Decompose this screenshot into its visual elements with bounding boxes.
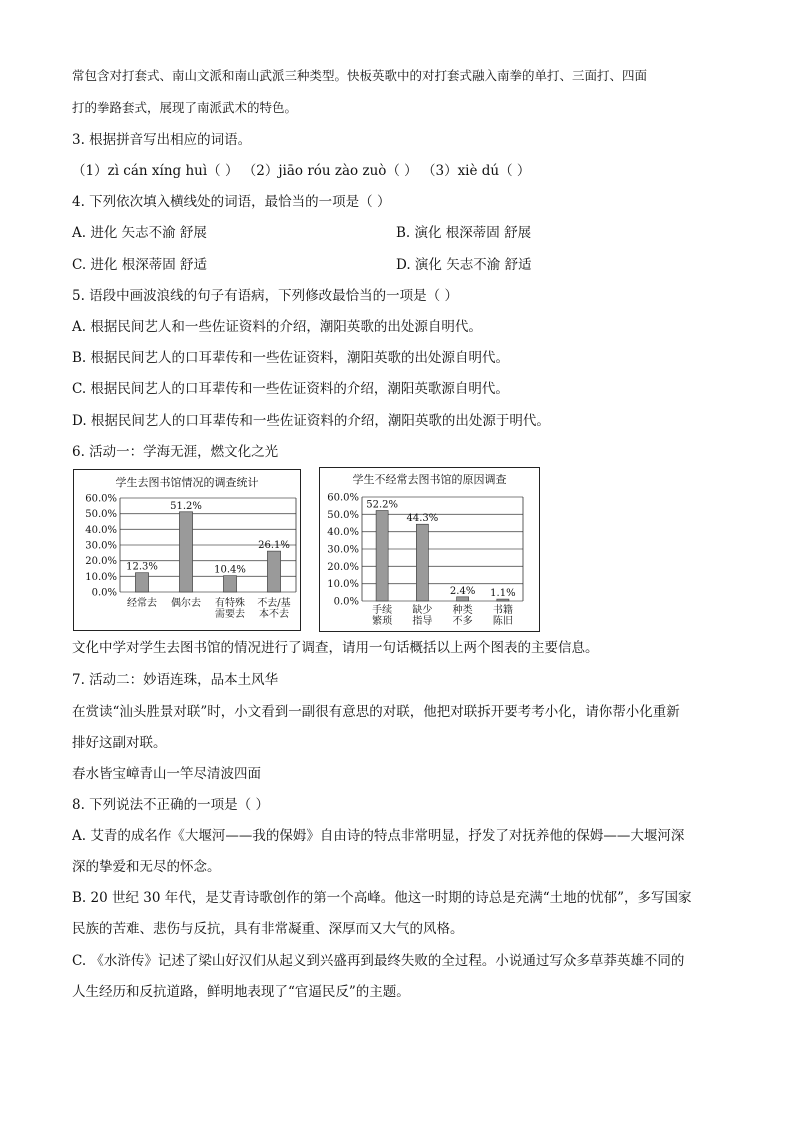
bar: [376, 511, 388, 601]
q8-option-a-line-2: 深的挚爱和无尽的怀念。: [72, 859, 221, 875]
data-label: 52.2%: [366, 499, 399, 511]
q3-items: （1）zì cán xíng huì（ ） （2）jiāo róu zào zuò（ ） （3）xiè dú（ ）: [72, 163, 531, 179]
y-tick-label: 0.0%: [333, 596, 359, 608]
q4-option-c: C. 进化 根深蒂固 舒适: [72, 257, 208, 273]
q7-stem: 7. 活动二：妙语连珠，品本土风华: [72, 672, 279, 688]
x-tick-label: 手续: [372, 605, 393, 616]
q4-option-a: A. 进化 矢志不渝 舒展: [72, 225, 207, 241]
y-tick-label: 60.0%: [327, 492, 359, 504]
q5-option-a: A. 根据民间艺人和一些佐证资料的介绍，潮阳英歌的出处源自明代。: [72, 319, 482, 335]
y-tick-label: 20.0%: [327, 561, 359, 573]
bar: [267, 551, 280, 592]
data-label: 2.4%: [449, 585, 476, 597]
q8-option-c-line-2: 人生经历和反抗道路，鲜明地表现了“官逼民反”的主题。: [72, 984, 410, 1000]
y-tick-label: 40.0%: [85, 524, 117, 536]
y-tick-label: 60.0%: [85, 493, 117, 505]
chart-title: 学生去图书馆情况的调查统计: [115, 476, 259, 489]
y-tick-label: 10.0%: [327, 579, 359, 591]
bar: [223, 576, 236, 592]
data-label: 44.3%: [406, 513, 439, 525]
q7-couplet: 春水皆宝嶂青山一竿尽清波四面: [72, 766, 261, 782]
q5-option-c: C. 根据民间艺人的口耳辈传和一些佐证资料的介绍，潮阳英歌源自明代。: [72, 381, 509, 397]
x-tick-label: 本不去: [259, 609, 289, 620]
bar: [135, 573, 148, 592]
chart-library-visits: [73, 469, 301, 631]
x-tick-label: 繁琐: [372, 616, 393, 627]
chart-reasons-not-going-svg: [320, 468, 539, 631]
y-tick-label: 50.0%: [85, 509, 117, 521]
data-label: 1.1%: [490, 588, 516, 600]
q4-option-d: D. 演化 矢志不渝 舒适: [396, 257, 532, 273]
data-label: 12.3%: [126, 561, 158, 573]
q8-option-a-line-1: A. 艾青的成名作《大堰河——我的保姆》自由诗的特点非常明显，抒发了对抚养他的保姆——大堰河深: [72, 828, 685, 844]
x-tick-label: 偶尔去: [171, 598, 201, 609]
data-label: 51.2%: [170, 500, 202, 512]
bar: [179, 512, 192, 592]
x-tick-label: 不去/基: [257, 598, 291, 609]
q8-option-b-line-1: B. 20 世纪 30 年代，是艾青诗歌创作的第一个高峰。他这一时期的诗总是充满“土地的忧郁”，多写国家: [72, 890, 692, 906]
y-tick-label: 10.0%: [85, 571, 117, 583]
q5-stem: 5. 语段中画波浪线的句子有语病，下列修改最恰当的一项是（ ）: [72, 288, 458, 304]
bar: [497, 599, 509, 601]
q6-stem: 6. 活动一：学海无涯，燃文化之光: [72, 444, 279, 460]
x-tick-label: 种类: [452, 605, 473, 616]
x-tick-label: 经常去: [127, 598, 157, 609]
x-tick-label: 不多: [452, 616, 473, 627]
q5-option-b: B. 根据民间艺人的口耳辈传和一些佐证资料，潮阳英歌的出处源自明代。: [72, 350, 510, 366]
x-tick-label: 书籍: [492, 605, 513, 616]
q8-stem: 8. 下列说法不正确的一项是（ ）: [72, 797, 269, 813]
data-label: 10.4%: [214, 564, 246, 576]
y-tick-label: 30.0%: [85, 540, 117, 552]
q3-stem: 3. 根据拼音写出相应的词语。: [72, 132, 252, 148]
bar: [457, 597, 469, 601]
q7-body-1: 在赏读“汕头胜景对联”时，小文看到一副很有意思的对联，他把对联拆开要考考小化，请你帮小化重新: [72, 704, 680, 720]
bar: [416, 524, 428, 601]
q4-option-b: B. 演化 根深蒂固 舒展: [396, 225, 532, 241]
q6-question: 文化中学对学生去图书馆的情况进行了调查，请用一句话概括以上两个图表的主要信息。: [72, 640, 599, 656]
x-tick-label: 缺少: [412, 605, 433, 616]
x-tick-label: 有特殊: [215, 598, 245, 609]
q8-option-c-line-1: C. 《水浒传》记述了梁山好汉们从起义到兴盛再到最终失败的全过程。小说通过写众多草莽英雄不同的: [72, 953, 685, 969]
q8-option-b-line-2: 民族的苦难、悲伤与反抗，具有非常凝重、深厚而又大气的风格。: [72, 921, 464, 937]
chart-reasons-not-going: [319, 467, 540, 632]
y-tick-label: 50.0%: [327, 509, 359, 521]
data-label: 26.1%: [258, 540, 290, 552]
x-tick-label: 需要去: [215, 609, 245, 620]
chart-library-visits-svg: [74, 470, 300, 630]
intro-line-2: 打的拳路套式，展现了南派武术的特色。: [72, 100, 298, 115]
x-tick-label: 陈旧: [492, 616, 513, 627]
q7-body-2: 排好这副对联。: [72, 735, 167, 751]
y-tick-label: 40.0%: [327, 527, 359, 539]
y-tick-label: 20.0%: [85, 556, 117, 568]
chart-title: 学生不经常去图书馆的原因调查: [352, 473, 507, 486]
y-tick-label: 30.0%: [327, 544, 359, 556]
intro-line-1: 常包含对打套式、南山文派和南山武派三种类型。快板英歌中的对打套式融入南拳的单打、三面打、四面: [72, 68, 648, 83]
y-tick-label: 0.0%: [91, 587, 117, 599]
q4-stem: 4. 下列依次填入横线处的词语，最恰当的一项是（ ）: [72, 194, 391, 210]
x-tick-label: 指导: [412, 616, 433, 627]
q5-option-d: D. 根据民间艺人的口耳辈传和一些佐证资料的介绍，潮阳英歌的出处源于明代。: [72, 413, 550, 429]
